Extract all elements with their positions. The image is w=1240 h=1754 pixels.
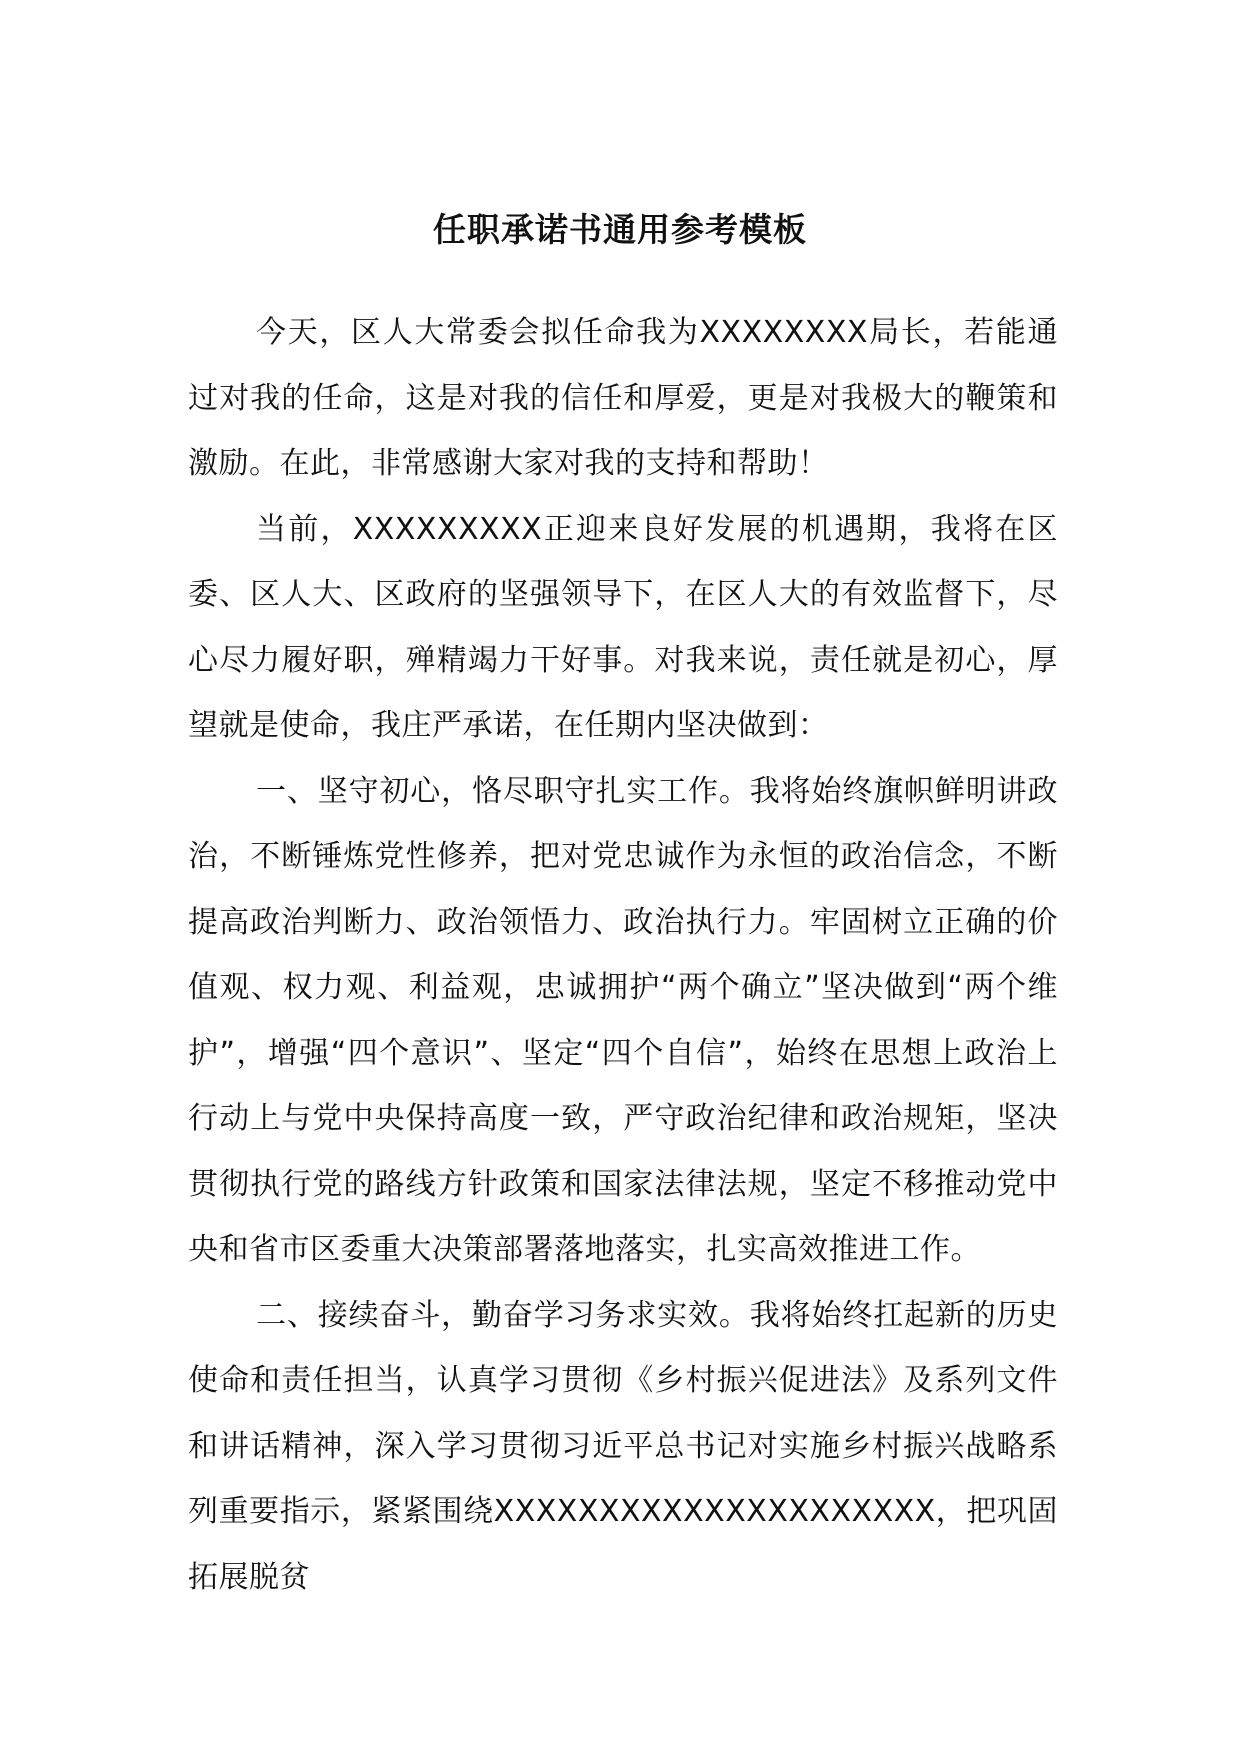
paragraph-commitment-one: 一、坚守初心，恪尽职守扎实工作。我将始终旗帜鲜明讲政治，不断锤炼党性修养，把对党忠诚作为永恒的政治信念，不断提高政治判断力、政治领悟力、政治执行力。牢固树立正确的价值观、权力观、利益观，忠诚拥护“两个确立”坚决做到“两个维护”，增强“四个意识”、坚定“四个自信”，始终在思想上政治上行动上与党中央保持高度一致，严守政治纪律和政治规矩，坚决贯彻执行党的路线方针政策和国家法律法规，坚定不移推动党中央和省市区委重大决策部署落地落实，扎实高效推进工作。 [188, 773, 1058, 1267]
document-title: 任职承诺书通用参考模板 [433, 210, 807, 249]
paragraph-commitment-two: 二、接续奋斗，勤奋学习务求实效。我将始终扛起新的历史使命和责任担当，认真学习贯彻《乡村振兴促进法》及系列文件和讲话精神，深入学习贯彻习近平总书记对实施乡村振兴战略系列重要指示，紧紧围绕XXXXXXXXXXXXXXXXXXXXX，把巩固拓展脱贫 [188, 1297, 1058, 1595]
document-body [188, 300, 1058, 1610]
paragraph-current-situation: 当前，XXXXXXXXX正迎来良好发展的机遇期，我将在区委、区人大、区政府的坚强领导下，在区人大的有效监督下，尽心尽力履好职，殚精竭力干好事。对我来说，责任就是初心，厚望就是使命，我庄严承诺，在任期内坚决做到： [188, 511, 1058, 743]
paragraph-intro: 今天，区人大常委会拟任命我为XXXXXXXX局长，若能通过对我的任命，这是对我的信任和厚爱，更是对我极大的鞭策和激励。在此，非常感谢大家对我的支持和帮助！ [188, 315, 1058, 481]
